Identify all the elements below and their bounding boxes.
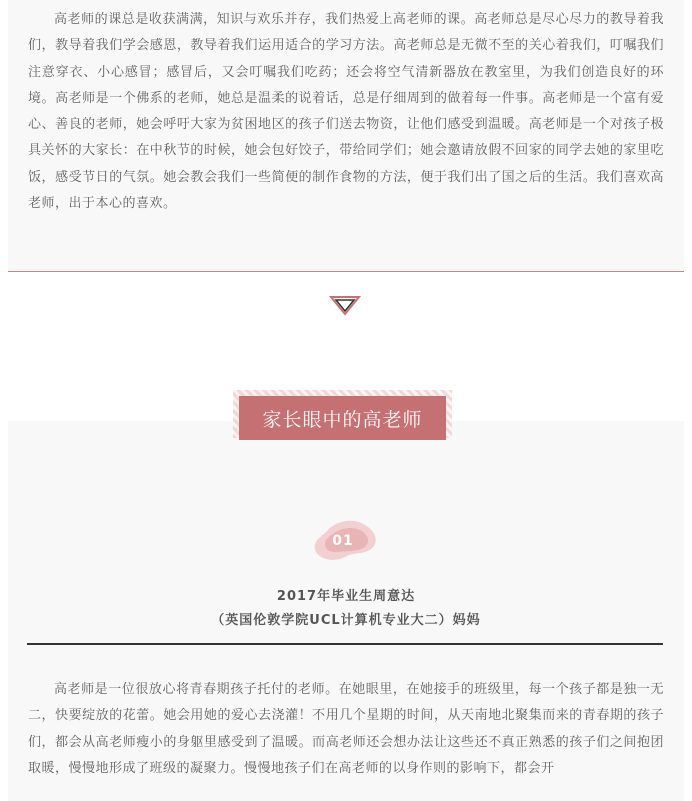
intro-paragraph: 高老师的课总是收获满满，知识与欢乐并存，我们热爱上高老师的课。高老师总是尽心尽力的教导着我们，教导着我们学会感恩，教导着我们运用适合的学习方法。高老师总是无微不至的关心着我们，叮嘱我们注意穿衣、小心感冒；感冒后，又会叮嘱我们吃药；还会将空气清新器放在教室里，为我们创造良好的环境。高老师是一个佛系的老师，她总是温柔的说着话，总是仔细周到的做着每一件事。高老师是一个富有爱心、善良的老师，她会呼吁大家为贫困地区的孩子们送去物资，让他们感受到温暖。高老师是一个对孩子极具关怀的大家长：在中秋节的时候，她会包好饺子，带给同学们；她会邀请放假不回家的同学去她的家里吃饭，感受节日的气氛。她会教会我们一些简便的制作食物的方法，便于我们出了国之后的生活。我们喜欢高老师，出于本心的喜欢。 xyxy=(28,12,664,212)
section-title: 家长眼中的高老师 xyxy=(239,396,446,440)
entry-number: 01 xyxy=(332,533,354,549)
entry-paragraph: 高老师是一位很放心将青春期孩子托付的老师。在她眼里，在她接手的班级里，每一个孩子都是独一无二，快要绽放的花蕾。她会用她的爱心去浇灌！不用几个星期的时间，从天南地北聚集而来的青春期的孩子们，都会从高老师瘦小的身躯里感受到了温暖。而高老师还会想办法让这些还不真正熟悉的孩子们之间抱团取暖，慢慢地形成了班级的凝聚力。慢慢地孩子们在高老师的以身作则的影响下，都会开 xyxy=(28,682,664,776)
down-triangle-icon xyxy=(329,296,361,316)
divider xyxy=(27,643,663,645)
entry-caption-detail: （英国伦敦学院UCL计算机专业大二）妈妈 xyxy=(211,613,481,628)
entry-caption-name: 2017年毕业生周意达 xyxy=(276,589,416,604)
